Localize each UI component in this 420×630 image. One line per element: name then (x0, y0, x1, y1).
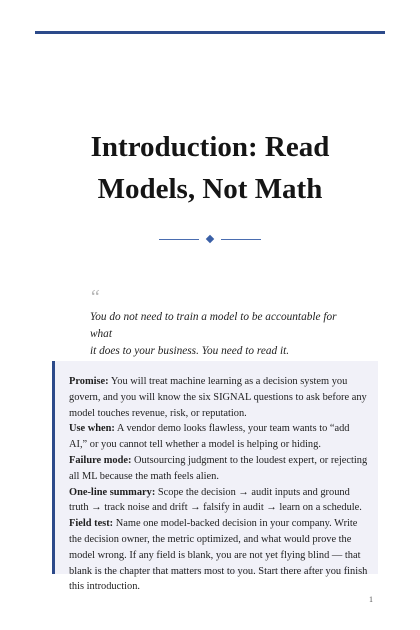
title-ornament (0, 233, 420, 245)
quote-mark-icon: “ (89, 286, 101, 308)
ornament-line-left (159, 239, 199, 240)
chapter-title (20, 126, 400, 210)
chapter-title-line-2: Models, Not Math (97, 173, 323, 205)
promise-label: Promise: (69, 376, 109, 387)
page-number: 1 (369, 595, 373, 604)
summary-paragraph (69, 485, 369, 517)
summary-text: Scope the decision → audit inputs and ground truth → track noise and drift → falsify in audit → learn on a schedule. (69, 486, 362, 514)
field-test-label: Field test: (69, 518, 114, 530)
diamond-icon (206, 235, 214, 243)
epigraph (90, 309, 360, 360)
use-when-paragraph (69, 421, 369, 453)
promise-paragraph (69, 374, 369, 421)
chapter-summary-body (69, 374, 369, 595)
epigraph-line-1: You do not need to train a model to be accountable for what (90, 311, 337, 340)
failure-mode-paragraph (69, 453, 369, 485)
use-when-label: Use when: (69, 423, 115, 435)
field-test-paragraph (69, 516, 369, 595)
promise-text: You will treat machine learning as a decision system you govern, and you will know the six SIGNAL questions to ask before any model touches revenue, risk, or reputation. (69, 376, 367, 419)
use-when-text: A vendor demo looks flawless, your team wants to “add AI,” or you cannot tell whether a model is helping or hiding. (69, 423, 350, 451)
summary-label: One-line summary: (69, 486, 156, 498)
chapter-title-line-1: Introduction: Read (90, 131, 330, 163)
epigraph-line-2: it does to your business. You need to read it. (90, 345, 290, 357)
top-rule (35, 31, 385, 34)
field-test-text: Name one model-backed decision in your company. Write the decision owner, the metric optimized, and what would prove the model wrong. If any field is blank, you are not yet flying blind — that blank is the chapter that matters most to you. Start there after you finish this introduction. (69, 518, 368, 593)
ornament-line-right (221, 239, 261, 240)
failure-mode-label: Failure mode: (69, 454, 132, 466)
chapter-summary-box (52, 361, 378, 593)
failure-mode-text: Outsourcing judgment to the loudest expert, or rejecting all ML because the math feels alien. (69, 454, 368, 482)
